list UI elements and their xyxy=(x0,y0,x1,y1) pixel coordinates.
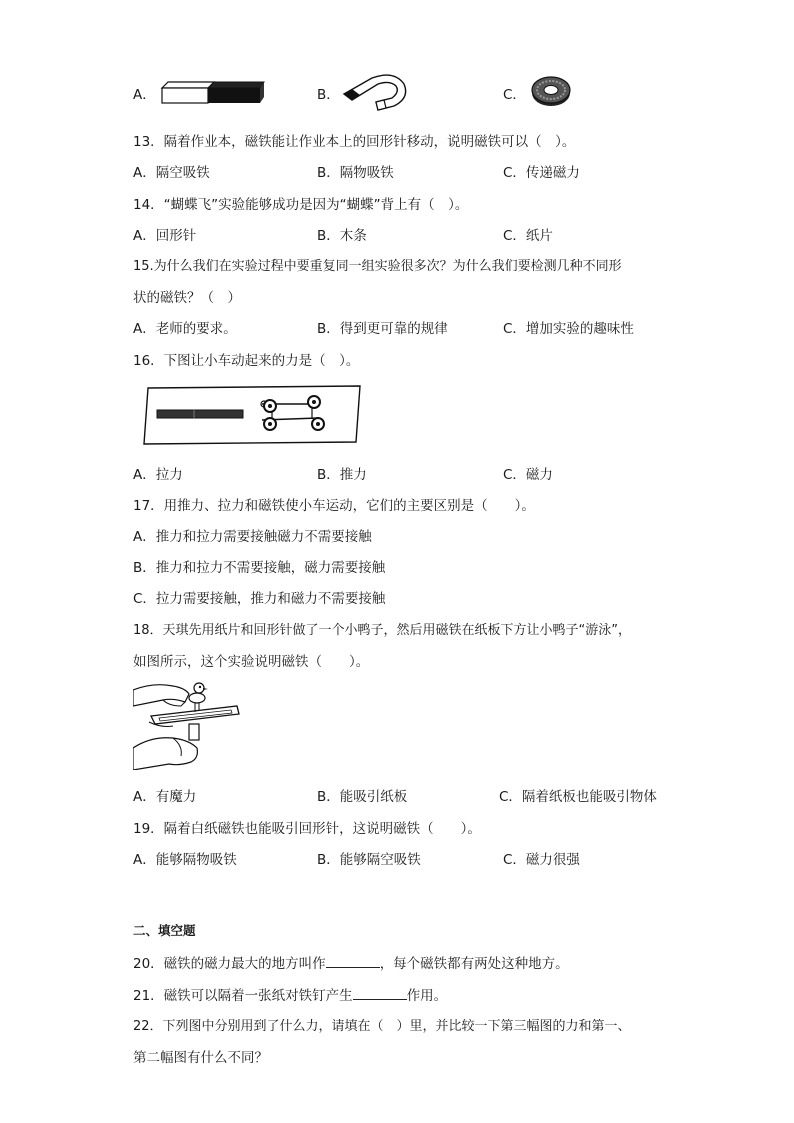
q16-option-c[interactable]: C．磁力 xyxy=(503,467,553,483)
q17-option-c[interactable]: C．拉力需要接触，推力和磁力不需要接触 xyxy=(133,591,386,607)
section-title-fill-in: 二、填空题 xyxy=(133,923,196,938)
q16-option-a[interactable]: A．拉力 xyxy=(133,467,183,483)
q21-line xyxy=(133,984,447,1004)
q12-option-a-letter[interactable]: A． xyxy=(133,87,156,103)
q22-line2: 第二幅图有什么不同？ xyxy=(133,1050,268,1066)
q22-line1: 22．下列图中分别用到了什么力，请填在（ ）里，并比较一下第三幅图的力和第一、 xyxy=(133,1019,631,1034)
q17-option-b[interactable]: B．推力和拉力不需要接触，磁力需要接触 xyxy=(133,560,386,576)
q14-stem: 14．“蝴蝶飞”实验能够成功是因为“蝴蝶”背上有（ ）。 xyxy=(133,197,469,213)
ring-magnet-image xyxy=(530,74,572,108)
q12-option-c-letter[interactable]: C． xyxy=(503,87,526,103)
q19-option-a[interactable]: A．能够隔物吸铁 xyxy=(133,852,237,868)
q17-option-a[interactable]: A．推力和拉力需要接触磁力不需要接触 xyxy=(133,529,372,545)
q15-option-c[interactable]: C．增加实验的趣味性 xyxy=(503,321,634,337)
q18-stem-line2: 如图所示，这个实验说明磁铁（ ）。 xyxy=(133,654,370,670)
q13-option-b[interactable]: B．隔物吸铁 xyxy=(317,165,394,181)
q19-option-c[interactable]: C．磁力很强 xyxy=(503,852,580,868)
q15-stem-line2: 状的磁铁？（ ） xyxy=(133,290,241,306)
magnet-and-car-image xyxy=(142,384,362,446)
q14-option-b[interactable]: B．木条 xyxy=(317,228,367,244)
q20-line xyxy=(133,952,569,972)
q19-option-b[interactable]: B．能够隔空吸铁 xyxy=(317,852,421,868)
q21-answer-blank[interactable] xyxy=(353,987,407,1000)
horseshoe-magnet-image xyxy=(342,72,412,112)
q18-stem-line1: 18．天琪先用纸片和回形针做了一个小鸭子，然后用磁铁在纸板下方让小鸭子“游泳”， xyxy=(133,623,632,638)
q21-after: 作用。 xyxy=(406,988,448,1004)
q20-answer-blank[interactable] xyxy=(326,955,380,968)
bar-magnet-image xyxy=(160,80,265,106)
q13-stem: 13．隔着作业本，磁铁能让作业本上的回形针移动，说明磁铁可以（ ）。 xyxy=(133,134,576,150)
paper-duck-experiment-image xyxy=(133,676,241,770)
q15-option-b[interactable]: B．得到更可靠的规律 xyxy=(317,321,448,337)
q20-after: ，每个磁铁都有两处这种地方。 xyxy=(379,956,569,972)
q21-before: 21．磁铁可以隔着一张纸对铁钉产生 xyxy=(133,988,353,1004)
q14-option-c[interactable]: C．纸片 xyxy=(503,228,553,244)
q16-stem: 16．下图让小车动起来的力是（ ）。 xyxy=(133,353,360,369)
q13-option-a[interactable]: A．隔空吸铁 xyxy=(133,165,210,181)
q20-before: 20．磁铁的磁力最大的地方叫作 xyxy=(133,956,326,972)
q14-option-a[interactable]: A．回形针 xyxy=(133,228,197,244)
q19-stem: 19．隔着白纸磁铁也能吸引回形针，这说明磁铁（ ）。 xyxy=(133,821,481,837)
q15-stem-line1: 15.为什么我们在实验过程中要重复同一组实验很多次？为什么我们要检测几种不同形 xyxy=(133,259,622,274)
q18-option-b[interactable]: B．能吸引纸板 xyxy=(317,789,408,805)
q12-option-b-letter[interactable]: B． xyxy=(317,87,340,103)
q18-option-a[interactable]: A．有魔力 xyxy=(133,789,197,805)
q18-option-c[interactable]: C．隔着纸板也能吸引物体 xyxy=(499,789,657,805)
q17-stem: 17．用推力、拉力和磁铁使小车运动，它们的主要区别是（ ）。 xyxy=(133,498,535,514)
q15-option-a[interactable]: A．老师的要求。 xyxy=(133,321,237,337)
q13-option-c[interactable]: C．传递磁力 xyxy=(503,165,580,181)
q16-option-b[interactable]: B．推力 xyxy=(317,467,367,483)
